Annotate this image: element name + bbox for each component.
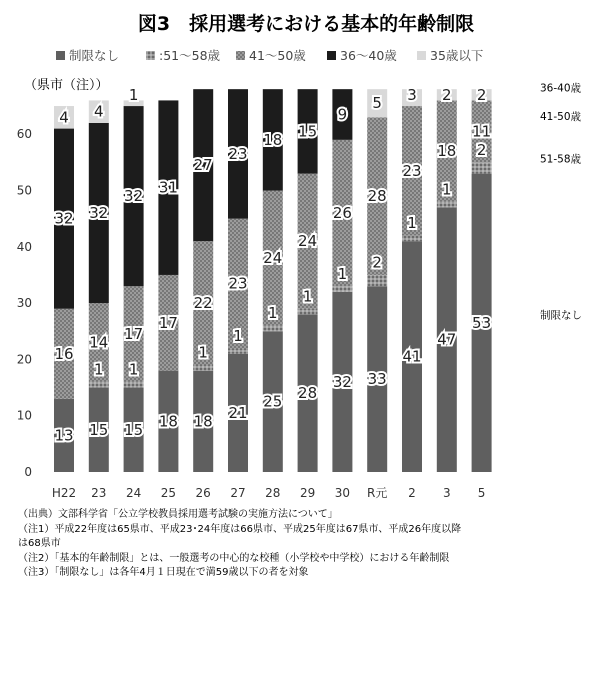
data-label-2-9: 28 (367, 187, 387, 206)
data-label-2-5: 23 (228, 274, 248, 293)
bar-1-10 (402, 236, 422, 242)
x-tick-7: 29 (299, 486, 316, 500)
bar-1-11 (437, 202, 457, 208)
right-label-3: 制限なし (540, 309, 582, 322)
data-label-0-2: 15 (124, 420, 144, 439)
right-side-labels (540, 81, 582, 321)
data-label-0-7: 28 (298, 384, 318, 403)
data-label-1-4: 1 (198, 343, 208, 362)
data-label-0-12: 53 (472, 313, 492, 332)
data-label-3-1: 32 (89, 204, 109, 223)
x-axis (52, 486, 486, 500)
data-label-1-5: 1 (233, 326, 243, 345)
bar-1-1 (89, 382, 109, 388)
data-label-1-10: 1 (407, 214, 417, 233)
data-label-0-6: 25 (263, 392, 283, 411)
x-tick-2: 24 (125, 486, 142, 500)
data-label-3-7: 15 (298, 122, 318, 141)
x-tick-11: 3 (442, 486, 451, 500)
bar-1-4 (193, 365, 213, 371)
data-label-2-11: 18 (437, 142, 457, 161)
data-label-2-10: 23 (402, 161, 422, 180)
x-tick-1: 23 (91, 486, 107, 500)
y-tick-0: 0 (24, 465, 32, 479)
data-label-4-0: 4 (59, 108, 69, 127)
y-tick-40: 40 (16, 239, 32, 254)
note-1-continued: は68県市 (18, 538, 61, 549)
right-label-0: 36-40歳 (540, 82, 582, 95)
data-label-3-4: 27 (193, 156, 213, 175)
data-label-1-6: 1 (268, 304, 278, 323)
legend-label-2: 41～50歳 (249, 48, 306, 63)
y-tick-60: 60 (16, 127, 32, 142)
legend-swatch-3 (327, 51, 336, 60)
data-label-1-12: 2 (476, 140, 487, 159)
data-label-0-10: 41 (402, 347, 422, 366)
y-axis (17, 127, 32, 479)
data-label-0-8: 32 (332, 372, 352, 391)
legend-label-0: 制限なし (69, 48, 120, 63)
x-tick-8: 30 (334, 486, 351, 500)
x-tick-10: 2 (408, 486, 416, 500)
legend-swatch-1 (146, 51, 155, 60)
note-1: （注1）平成22年度は65県市、平成23･24年度は66県市、平成25年度は67県市、平成26年度以降 (18, 523, 462, 535)
data-label-2-7: 24 (298, 232, 318, 251)
bar-1-9 (367, 275, 387, 286)
bar-1-6 (263, 326, 283, 332)
note-2: （注2）「基本的年齢制限」とは、一般選考の中心的な校種（小学校や中学校）における年齢制限 (18, 552, 450, 564)
note-source: （出典）文部科学省「公立学校教員採用選考試験の実施方法について」 (18, 509, 338, 520)
right-label-1: 41-50歳 (540, 111, 582, 124)
data-label-1-2: 1 (128, 360, 139, 379)
notes (18, 508, 588, 581)
data-label-2-2: 17 (124, 325, 144, 344)
x-tick-6: 28 (265, 486, 281, 500)
data-label-3-0: 32 (54, 209, 74, 228)
note-3: （注3）「制限なし」は各年4月１日現在で満59歳以下の者を対象 (18, 567, 309, 578)
y-axis-label: （県市（注）） (24, 78, 109, 93)
y-tick-30: 30 (16, 296, 32, 311)
x-tick-3: 25 (160, 486, 177, 500)
data-label-2-6: 24 (263, 249, 283, 268)
bar-1-2 (124, 382, 144, 388)
y-tick-10: 10 (16, 408, 32, 423)
bar-1-7 (298, 309, 318, 315)
bar-1-12 (472, 162, 492, 173)
legend-swatch-0 (56, 51, 65, 60)
y-tick-50: 50 (16, 183, 32, 198)
data-label-4-11: 2 (442, 85, 452, 104)
data-label-3-2: 32 (124, 187, 144, 206)
data-label-3-3: 31 (158, 178, 178, 197)
data-label-0-1: 15 (89, 420, 109, 439)
data-label-2-12: 11 (472, 122, 492, 141)
data-label-2-1: 14 (89, 333, 109, 352)
data-label-1-8: 1 (337, 264, 348, 283)
legend-label-1: :51～58歳 (159, 48, 221, 63)
legend (56, 48, 484, 63)
right-label-2: 51-58歳 (540, 153, 582, 166)
x-tick-12: 5 (477, 486, 486, 500)
data-label-0-4: 18 (193, 412, 213, 431)
data-label-3-6: 18 (263, 130, 283, 149)
data-label-4-10: 3 (407, 85, 417, 104)
bar-1-8 (332, 286, 352, 292)
legend-swatch-2 (236, 51, 245, 60)
legend-label-4: 35歳以下 (430, 48, 484, 63)
chart-title: 図3 採用選考における基本的年齢制限 (137, 13, 475, 35)
x-tick-5: 27 (230, 486, 246, 500)
data-label-1-9: 2 (372, 253, 382, 272)
x-tick-4: 26 (195, 486, 211, 500)
data-label-1-7: 1 (302, 287, 313, 306)
data-label-4-1: 4 (94, 102, 104, 121)
legend-swatch-4 (417, 51, 426, 60)
data-label-2-8: 26 (332, 204, 352, 223)
data-label-0-0: 13 (54, 426, 74, 445)
x-tick-9: R元 (367, 486, 388, 500)
data-label-4-2: 1 (128, 85, 139, 104)
data-label-0-3: 18 (158, 412, 178, 431)
data-label-3-8: 9 (337, 105, 348, 124)
bar-1-5 (228, 348, 248, 354)
data-label-2-3: 17 (158, 313, 178, 332)
y-tick-20: 20 (16, 352, 32, 367)
data-label-0-11: 47 (437, 330, 457, 349)
plot-area (54, 86, 492, 472)
data-label-0-5: 21 (228, 403, 248, 422)
data-label-2-4: 22 (193, 294, 213, 313)
data-label-0-9: 33 (367, 370, 387, 389)
data-label-2-0: 16 (54, 344, 74, 363)
data-label-4-9: 5 (372, 94, 382, 113)
data-label-1-1: 1 (94, 360, 104, 379)
x-tick-0: H22 (51, 486, 77, 500)
data-label-1-11: 1 (442, 180, 452, 199)
data-label-4-12: 2 (476, 85, 487, 104)
legend-label-3: 36～40歳 (340, 48, 397, 63)
data-label-3-5: 23 (228, 144, 248, 163)
